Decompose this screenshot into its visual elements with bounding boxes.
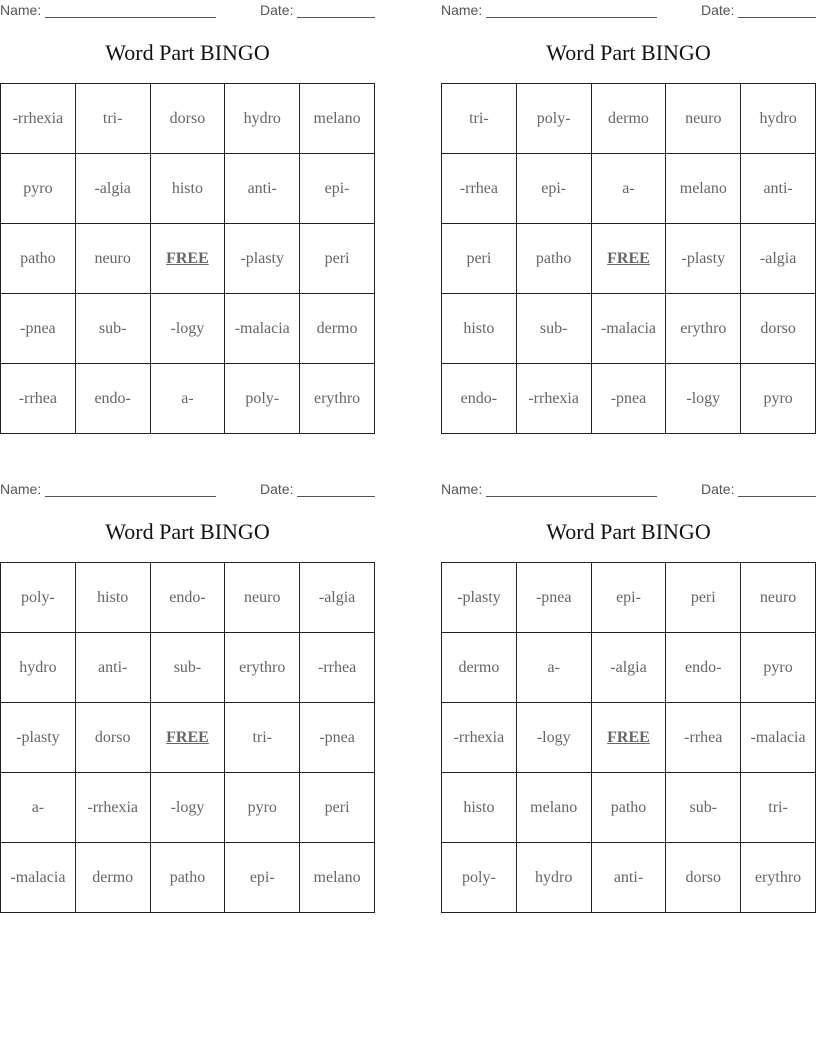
bingo-cell[interactable]: -rrhea [442, 154, 517, 224]
bingo-cell[interactable]: pyro [741, 364, 816, 434]
bingo-cell[interactable]: histo [75, 563, 150, 633]
bingo-card-3 [0, 479, 375, 914]
bingo-cell[interactable]: -rrhexia [516, 364, 591, 434]
grid-row [1, 84, 375, 154]
bingo-cell[interactable]: -algia [741, 224, 816, 294]
bingo-cell[interactable]: -algia [75, 154, 150, 224]
grid-row [442, 563, 816, 633]
bingo-cell[interactable]: poly- [1, 563, 76, 633]
bingo-cell[interactable]: peri [666, 563, 741, 633]
name-label: Name: [0, 2, 42, 18]
bingo-cell[interactable]: peri [442, 224, 517, 294]
grid-row [442, 773, 816, 843]
date-label: Date: [260, 481, 294, 497]
free-space-cell[interactable]: FREE [591, 703, 666, 773]
name-label: Name: [0, 481, 42, 497]
date-blank[interactable] [297, 17, 375, 18]
bingo-cell[interactable]: tri- [75, 84, 150, 154]
bingo-cell[interactable]: sub- [150, 633, 225, 703]
bingo-cell[interactable]: pyro [1, 154, 76, 224]
card-title: Word Part BINGO [546, 519, 711, 544]
bingo-cell[interactable]: histo [442, 773, 517, 843]
date-label: Date: [701, 2, 735, 18]
name-date-header [441, 2, 816, 20]
card-title: Word Part BINGO [105, 519, 270, 544]
bingo-cell[interactable]: -pnea [1, 294, 76, 364]
bingo-cell[interactable]: -pnea [300, 703, 375, 773]
bingo-cell[interactable]: dorso [666, 843, 741, 913]
bingo-cell[interactable]: -logy [150, 773, 225, 843]
bingo-cell[interactable]: epi- [225, 843, 300, 913]
grid-row [442, 703, 816, 773]
bingo-card-1 [0, 0, 375, 435]
bingo-cell[interactable]: -pnea [516, 563, 591, 633]
name-blank[interactable] [486, 496, 657, 497]
bingo-card-2 [441, 0, 816, 435]
grid-row [1, 563, 375, 633]
card-title: Word Part BINGO [546, 40, 711, 65]
bingo-cell[interactable]: poly- [442, 843, 517, 913]
grid-row [1, 224, 375, 294]
bingo-cell[interactable]: -malacia [591, 294, 666, 364]
bingo-cell[interactable]: -rrhexia [75, 773, 150, 843]
bingo-cell[interactable]: erythro [300, 364, 375, 434]
name-date-header [0, 481, 375, 499]
bingo-cell[interactable]: poly- [225, 364, 300, 434]
bingo-cell[interactable]: histo [442, 294, 517, 364]
bingo-cell[interactable]: sub- [666, 773, 741, 843]
card-title: Word Part BINGO [105, 40, 270, 65]
bingo-cell[interactable]: poly- [516, 84, 591, 154]
date-blank[interactable] [738, 496, 816, 497]
bingo-cell[interactable]: -plasty [225, 224, 300, 294]
bingo-cell[interactable]: hydro [741, 84, 816, 154]
bingo-cell[interactable]: epi- [591, 563, 666, 633]
name-date-header [441, 481, 816, 499]
bingo-cell[interactable]: dermo [300, 294, 375, 364]
bingo-cell[interactable]: -algia [591, 633, 666, 703]
bingo-cell[interactable]: -logy [516, 703, 591, 773]
bingo-cell[interactable]: hydro [1, 633, 76, 703]
bingo-cell[interactable]: epi- [300, 154, 375, 224]
grid-row [442, 294, 816, 364]
bingo-cell[interactable]: neuro [741, 563, 816, 633]
bingo-cell[interactable]: pyro [741, 633, 816, 703]
free-space-cell[interactable]: FREE [150, 703, 225, 773]
bingo-cell[interactable]: -pnea [591, 364, 666, 434]
grid-row [1, 633, 375, 703]
bingo-cell[interactable]: -rrhea [300, 633, 375, 703]
bingo-grid [441, 562, 816, 913]
bingo-cell[interactable]: epi- [516, 154, 591, 224]
bingo-cell[interactable]: anti- [741, 154, 816, 224]
date-blank[interactable] [297, 496, 375, 497]
bingo-cell[interactable]: erythro [741, 843, 816, 913]
name-blank[interactable] [45, 17, 216, 18]
bingo-cell[interactable]: patho [1, 224, 76, 294]
bingo-cell[interactable]: neuro [225, 563, 300, 633]
bingo-cell[interactable]: patho [150, 843, 225, 913]
bingo-grid [0, 562, 375, 913]
bingo-cell[interactable]: erythro [225, 633, 300, 703]
date-blank[interactable] [738, 17, 816, 18]
bingo-cell[interactable]: a- [150, 364, 225, 434]
bingo-cell[interactable]: dorso [75, 703, 150, 773]
grid-row [1, 294, 375, 364]
bingo-grid [0, 83, 375, 434]
bingo-cell[interactable]: melano [300, 84, 375, 154]
bingo-cell[interactable]: -malacia [741, 703, 816, 773]
bingo-cell[interactable]: sub- [516, 294, 591, 364]
bingo-cell[interactable]: peri [300, 773, 375, 843]
name-blank[interactable] [45, 496, 216, 497]
bingo-cell[interactable]: melano [666, 154, 741, 224]
bingo-cell[interactable]: endo- [442, 364, 517, 434]
grid-row [442, 224, 816, 294]
grid-row [1, 364, 375, 434]
bingo-cell[interactable]: -plasty [442, 563, 517, 633]
bingo-cell[interactable]: -plasty [666, 224, 741, 294]
bingo-cell[interactable]: tri- [225, 703, 300, 773]
bingo-cell[interactable]: -malacia [1, 843, 76, 913]
bingo-cell[interactable]: erythro [666, 294, 741, 364]
grid-row [442, 84, 816, 154]
grid-row [1, 703, 375, 773]
bingo-cell[interactable]: anti- [75, 633, 150, 703]
bingo-grid [441, 83, 816, 434]
grid-row [442, 843, 816, 913]
grid-row [1, 843, 375, 913]
bingo-cell[interactable]: dermo [75, 843, 150, 913]
date-label: Date: [701, 481, 735, 497]
bingo-cell[interactable]: endo- [75, 364, 150, 434]
bingo-cell[interactable]: -rrhea [1, 364, 76, 434]
bingo-cell[interactable]: hydro [516, 843, 591, 913]
bingo-cell[interactable]: -rrhexia [442, 703, 517, 773]
grid-row [442, 154, 816, 224]
date-label: Date: [260, 2, 294, 18]
bingo-cell[interactable]: neuro [666, 84, 741, 154]
free-space-cell[interactable]: FREE [591, 224, 666, 294]
bingo-cell[interactable]: histo [150, 154, 225, 224]
bingo-cell[interactable]: -rrhexia [1, 84, 76, 154]
bingo-cell[interactable]: endo- [666, 633, 741, 703]
bingo-cell[interactable]: -plasty [1, 703, 76, 773]
bingo-cell[interactable]: patho [591, 773, 666, 843]
bingo-cell[interactable]: anti- [225, 154, 300, 224]
bingo-cell[interactable]: dermo [442, 633, 517, 703]
bingo-cell[interactable]: a- [591, 154, 666, 224]
grid-row [1, 773, 375, 843]
bingo-cell[interactable]: patho [516, 224, 591, 294]
name-label: Name: [441, 481, 483, 497]
grid-row [442, 633, 816, 703]
bingo-cell[interactable]: dorso [741, 294, 816, 364]
bingo-card-4 [441, 479, 816, 914]
bingo-cell[interactable]: -logy [666, 364, 741, 434]
name-label: Name: [441, 2, 483, 18]
bingo-cell[interactable]: -rrhea [666, 703, 741, 773]
bingo-cell[interactable]: dermo [591, 84, 666, 154]
free-space-cell[interactable]: FREE [150, 224, 225, 294]
grid-row [442, 364, 816, 434]
bingo-cell[interactable]: -algia [300, 563, 375, 633]
bingo-cell[interactable]: melano [516, 773, 591, 843]
bingo-cell[interactable]: -malacia [225, 294, 300, 364]
bingo-cell[interactable]: tri- [442, 84, 517, 154]
grid-row [1, 154, 375, 224]
bingo-cell[interactable]: anti- [591, 843, 666, 913]
bingo-cell[interactable]: peri [300, 224, 375, 294]
bingo-cell[interactable]: dorso [150, 84, 225, 154]
bingo-cell[interactable]: neuro [75, 224, 150, 294]
name-blank[interactable] [486, 17, 657, 18]
bingo-cell[interactable]: a- [516, 633, 591, 703]
bingo-cell[interactable]: sub- [75, 294, 150, 364]
bingo-cell[interactable]: hydro [225, 84, 300, 154]
bingo-cell[interactable]: -logy [150, 294, 225, 364]
bingo-cell[interactable]: melano [300, 843, 375, 913]
bingo-cell[interactable]: a- [1, 773, 76, 843]
name-date-header [0, 2, 375, 20]
bingo-cell[interactable]: endo- [150, 563, 225, 633]
bingo-cell[interactable]: tri- [741, 773, 816, 843]
bingo-cell[interactable]: pyro [225, 773, 300, 843]
